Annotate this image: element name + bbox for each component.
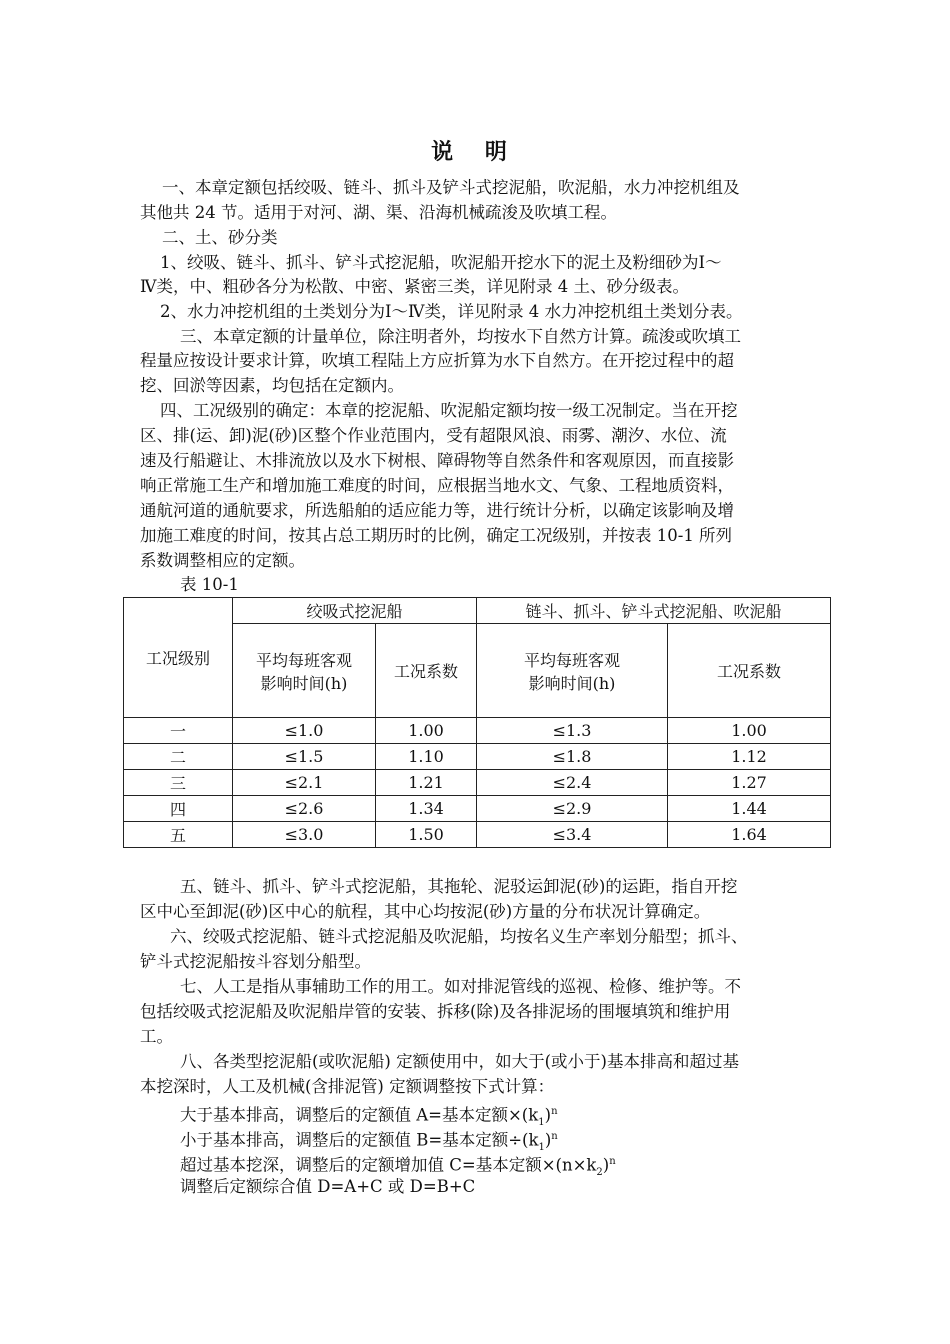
condition-coefficient-table bbox=[123, 597, 831, 848]
cell-time: ≤3.4 bbox=[477, 822, 668, 848]
paragraph-line: 程量应按设计要求计算，吹填工程陆上方应折算为水下自然方。在开挖过程中的超 bbox=[140, 351, 734, 370]
formula-c-sup: n bbox=[609, 1156, 616, 1167]
paragraph-line: 响正常施工生产和增加施工难度的时间，应根据当地水文、气象、工程地质资料， bbox=[140, 476, 734, 495]
formula-c-text: 超过基本挖深，调整后的定额增加值 C=基本定额×(n×k bbox=[180, 1155, 597, 1175]
cell-level: 一 bbox=[124, 718, 233, 744]
cell-level: 五 bbox=[124, 822, 233, 848]
cell-coefficient: 1.34 bbox=[376, 796, 477, 822]
cell-time: ≤3.0 bbox=[233, 822, 376, 848]
cell-coefficient: 1.10 bbox=[376, 744, 477, 770]
table-row bbox=[124, 718, 831, 744]
cell-coefficient: 1.27 bbox=[668, 770, 831, 796]
header-coefficient: 工况系数 bbox=[668, 624, 831, 718]
paragraph-line: 区中心至卸泥(砂)区中心的航程，其中心均按泥(砂)方量的分布状况计算确定。 bbox=[140, 902, 711, 921]
header-avg-time-line2: 影响时间(h) bbox=[528, 673, 616, 693]
table-row bbox=[124, 770, 831, 796]
cell-coefficient: 1.00 bbox=[668, 718, 831, 744]
table-row bbox=[124, 744, 831, 770]
paragraph-line: 八、各类型挖泥船(或吹泥船) 定额使用中，如大于(或小于)基本排高和超过基 bbox=[180, 1052, 739, 1071]
formula-a-sub: 1 bbox=[538, 1116, 545, 1128]
section-heading: 二、土、砂分类 bbox=[162, 228, 278, 247]
header-avg-time-line1: 平均每班客观 bbox=[255, 650, 352, 670]
header-group-cutter-suction: 绞吸式挖泥船 bbox=[233, 598, 477, 624]
cell-time: ≤1.8 bbox=[477, 744, 668, 770]
paragraph-line: 七、人工是指从事辅助工作的用工。如对排泥管线的巡视、检修、维护等。不 bbox=[180, 977, 741, 996]
paragraph-line: 铲斗式挖泥船按斗容划分船型。 bbox=[140, 952, 371, 971]
formula-b-sup: n bbox=[551, 1131, 558, 1142]
formula-c-close: ) bbox=[602, 1155, 610, 1175]
formula-a-close: ) bbox=[544, 1105, 552, 1125]
paragraph-line: 本挖深时，人工及机械(含排泥管) 定额调整按下式计算： bbox=[140, 1077, 555, 1096]
header-avg-time bbox=[477, 624, 668, 718]
paragraph-line: 包括绞吸式挖泥船及吹泥船岸管的安装、拆移(除)及各排泥场的围堰填筑和维护用 bbox=[140, 1002, 731, 1021]
page-title: 说 明 bbox=[431, 139, 519, 165]
cell-coefficient: 1.44 bbox=[668, 796, 831, 822]
table-row bbox=[124, 796, 831, 822]
formula-b-close: ) bbox=[544, 1130, 552, 1150]
paragraph-line: 五、链斗、抓斗、铲斗式挖泥船，其拖轮、泥驳运卸泥(砂)的运距，指自开挖 bbox=[180, 877, 738, 896]
paragraph-line: 挖、回淤等因素，均包括在定额内。 bbox=[140, 376, 404, 395]
cell-coefficient: 1.21 bbox=[376, 770, 477, 796]
cell-level: 三 bbox=[124, 770, 233, 796]
paragraph-line: 一、本章定额包括绞吸、链斗、抓斗及铲斗式挖泥船，吹泥船，水力冲挖机组及 bbox=[162, 178, 740, 197]
cell-time: ≤1.3 bbox=[477, 718, 668, 744]
paragraph-line: 其他共 24 节。适用于对河、湖、渠、沿海机械疏浚及吹填工程。 bbox=[140, 203, 617, 222]
paragraph-line: 工。 bbox=[140, 1027, 173, 1046]
formula-b-text: 小于基本排高，调整后的定额值 B=基本定额÷(k bbox=[180, 1130, 539, 1150]
header-avg-time-line1: 平均每班客观 bbox=[523, 650, 620, 670]
cell-time: ≤2.1 bbox=[233, 770, 376, 796]
header-group-bucket-grab: 链斗、抓斗、铲斗式挖泥船、吹泥船 bbox=[477, 598, 831, 624]
cell-time: ≤1.5 bbox=[233, 744, 376, 770]
cell-level: 二 bbox=[124, 744, 233, 770]
formula-b-sub: 1 bbox=[538, 1141, 545, 1153]
cell-coefficient: 1.64 bbox=[668, 822, 831, 848]
table-caption: 表 10-1 bbox=[180, 575, 239, 594]
paragraph-line: 系数调整相应的定额。 bbox=[140, 551, 305, 570]
paragraph-line: 四、工况级别的确定：本章的挖泥船、吹泥船定额均按一级工况制定。当在开挖 bbox=[160, 401, 738, 420]
cell-coefficient: 1.50 bbox=[376, 822, 477, 848]
formula-d: 调整后定额综合值 D=A+C 或 D=B+C bbox=[180, 1177, 476, 1196]
header-avg-time-line2: 影响时间(h) bbox=[260, 673, 348, 693]
cell-level: 四 bbox=[124, 796, 233, 822]
paragraph-line: 三、本章定额的计量单位，除注明者外，均按水下自然方计算。疏浚或吹填工 bbox=[180, 327, 741, 346]
header-level: 工况级别 bbox=[124, 598, 233, 718]
paragraph-line: 2、水力冲挖机组的土类划分为Ⅰ～Ⅳ类，详见附录 4 水力冲挖机组土类划分表。 bbox=[160, 302, 743, 321]
formula-a-text: 大于基本排高，调整后的定额值 A=基本定额×(k bbox=[180, 1105, 539, 1125]
paragraph-line: 加施工难度的时间，按其占总工期历时的比例，确定工况级别，并按表 10-1 所列 bbox=[140, 526, 733, 545]
paragraph-line: 区、排(运、卸)泥(砂)区整个作业范围内，受有超限风浪、雨雾、潮汐、水位、流 bbox=[140, 426, 727, 445]
paragraph-line: Ⅳ类，中、粗砂各分为松散、中密、紧密三类，详见附录 4 土、砂分级表。 bbox=[140, 277, 689, 296]
header-avg-time bbox=[233, 624, 376, 718]
cell-time: ≤2.6 bbox=[233, 796, 376, 822]
paragraph-line: 1、绞吸、链斗、抓斗、铲斗式挖泥船，吹泥船开挖水下的泥土及粉细砂为Ⅰ～ bbox=[160, 253, 722, 272]
cell-time: ≤2.4 bbox=[477, 770, 668, 796]
paragraph-line: 速及行船避让、木排流放以及水下树根、障碍物等自然条件和客观原因，而直接影 bbox=[140, 451, 734, 470]
paragraph-line: 六、绞吸式挖泥船、链斗式挖泥船及吹泥船，均按名义生产率划分船型；抓斗、 bbox=[170, 927, 748, 946]
cell-time: ≤2.9 bbox=[477, 796, 668, 822]
cell-coefficient: 1.00 bbox=[376, 718, 477, 744]
cell-time: ≤1.0 bbox=[233, 718, 376, 744]
table-row bbox=[124, 822, 831, 848]
cell-coefficient: 1.12 bbox=[668, 744, 831, 770]
formula-a-sup: n bbox=[551, 1106, 558, 1117]
formula-c-sub: 2 bbox=[596, 1166, 603, 1178]
header-coefficient: 工况系数 bbox=[376, 624, 477, 718]
paragraph-line: 通航河道的通航要求，所选船舶的适应能力等，进行统计分析，以确定该影响及增 bbox=[140, 501, 734, 520]
